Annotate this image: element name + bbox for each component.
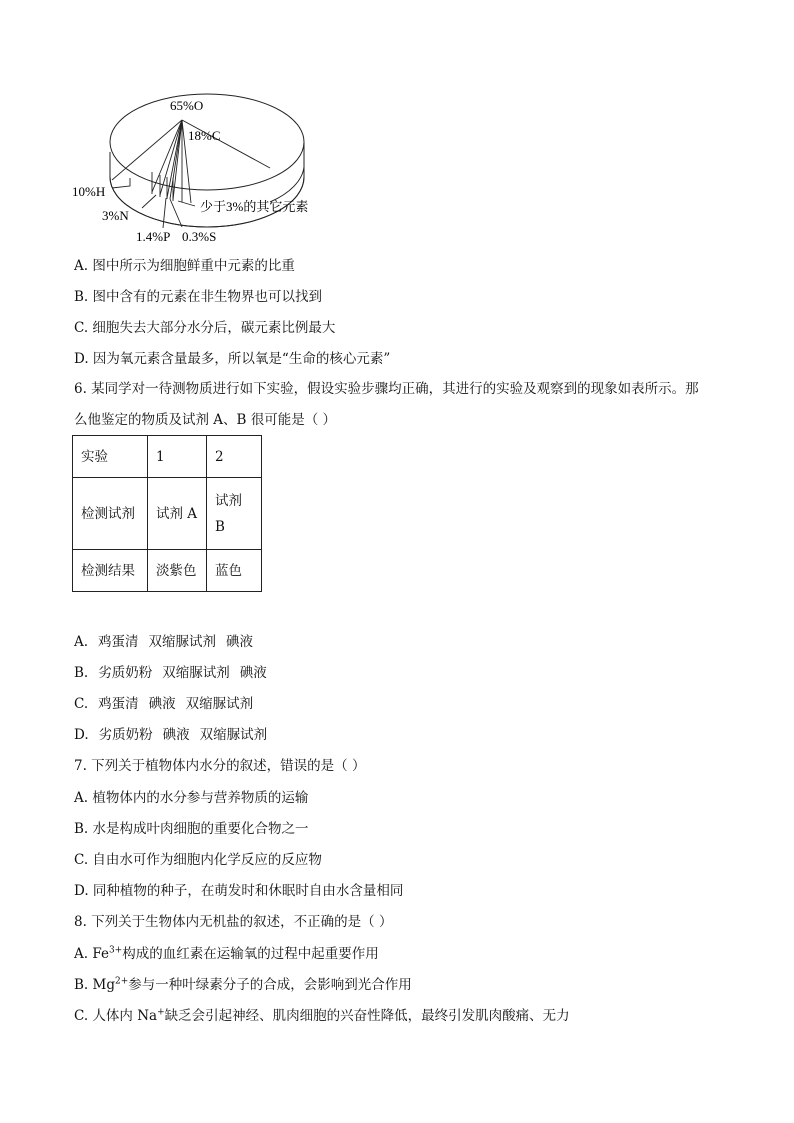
table-cell: 2 [207, 436, 262, 478]
q6-option-b: B. 劣质奶粉 双缩脲试剂 碘液 [74, 665, 267, 681]
q6-option-d: D. 劣质奶粉 碘液 双缩脲试剂 [74, 727, 268, 743]
q7-option-a: A. 植物体内的水分参与营养物质的运输 [74, 790, 309, 806]
q7-option-c: C. 自由水可作为细胞内化学反应的反应物 [74, 852, 322, 868]
q8-stem: 8. 下列关于生物体内无机盐的叙述，不正确的是（ ） [74, 914, 393, 930]
q5-option-b: B. 图中含有的元素在非生物界也可以找到 [74, 289, 323, 305]
q6-stem-line2: 么他鉴定的物质及试剂 A、B 很可能是（ ） [74, 412, 337, 428]
q7-option-b: B. 水是构成叶肉细胞的重要化合物之一 [74, 821, 309, 837]
table-cell: 试剂 A [148, 478, 207, 550]
table-cell: 1 [148, 436, 207, 478]
q7-option-d: D. 同种植物的种子，在萌发时和休眠时自由水含量相同 [74, 883, 404, 899]
q6-option-a: A. 鸡蛋清 双缩脲试剂 碘液 [74, 634, 254, 650]
label-s: 0.3%S [182, 229, 217, 244]
table-cell: 实验 [73, 436, 148, 478]
table-cell: 淡紫色 [148, 550, 207, 592]
q5-option-c: C. 细胞失去大部分水分后，碳元素比例最大 [74, 320, 336, 336]
table-cell: 检测结果 [73, 550, 148, 592]
table-cell-line: 试剂 [215, 492, 242, 509]
label-h: 10%H [72, 184, 106, 199]
table-cell [207, 478, 262, 550]
q8-option-b: B. $Mg^{2+}$参与一种叶绿素分子的合成，会影响到光合作用 [74, 976, 412, 993]
label-p: 1.4%P [136, 229, 171, 244]
label-o: 65%O [170, 98, 204, 113]
table-row [73, 436, 262, 478]
q5-option-d: D. 因为氧元素含量最多，所以氧是“生命的核心元素” [74, 351, 391, 367]
q5-option-a: A. 图中所示为细胞鲜重中元素的比重 [74, 258, 295, 274]
table-cell: 蓝色 [207, 550, 262, 592]
table-cell-line: B [215, 518, 225, 535]
q8-option-c: C. 人体内 Na+缺乏会引起神经、肌肉细胞的兴奋性降低，最终引发肌肉酸痛、无力 [74, 1007, 570, 1024]
element-pie-diagram [70, 82, 340, 252]
label-c: 18%C [188, 128, 221, 143]
label-n: 3%N [102, 208, 129, 223]
label-other: 少于3%的其它元素 [200, 199, 309, 214]
q6-option-c: C. 鸡蛋清 碘液 双缩脲试剂 [74, 696, 254, 712]
table-cell: 检测试剂 [73, 478, 148, 550]
q6-stem-line1: 6. 某同学对一待测物质进行如下实验，假设实验步骤均正确，其进行的实验及观察到的现象如表所示。那 [74, 381, 699, 397]
q8-option-a: A. $Fe^{3+}$构成的血红素在运输氧的过程中起重要作用 [74, 945, 379, 962]
table-row [73, 550, 262, 592]
table-row [73, 478, 262, 550]
q7-stem: 7. 下列关于植物体内水分的叙述，错误的是（ ） [74, 758, 366, 774]
experiment-table [72, 435, 262, 592]
